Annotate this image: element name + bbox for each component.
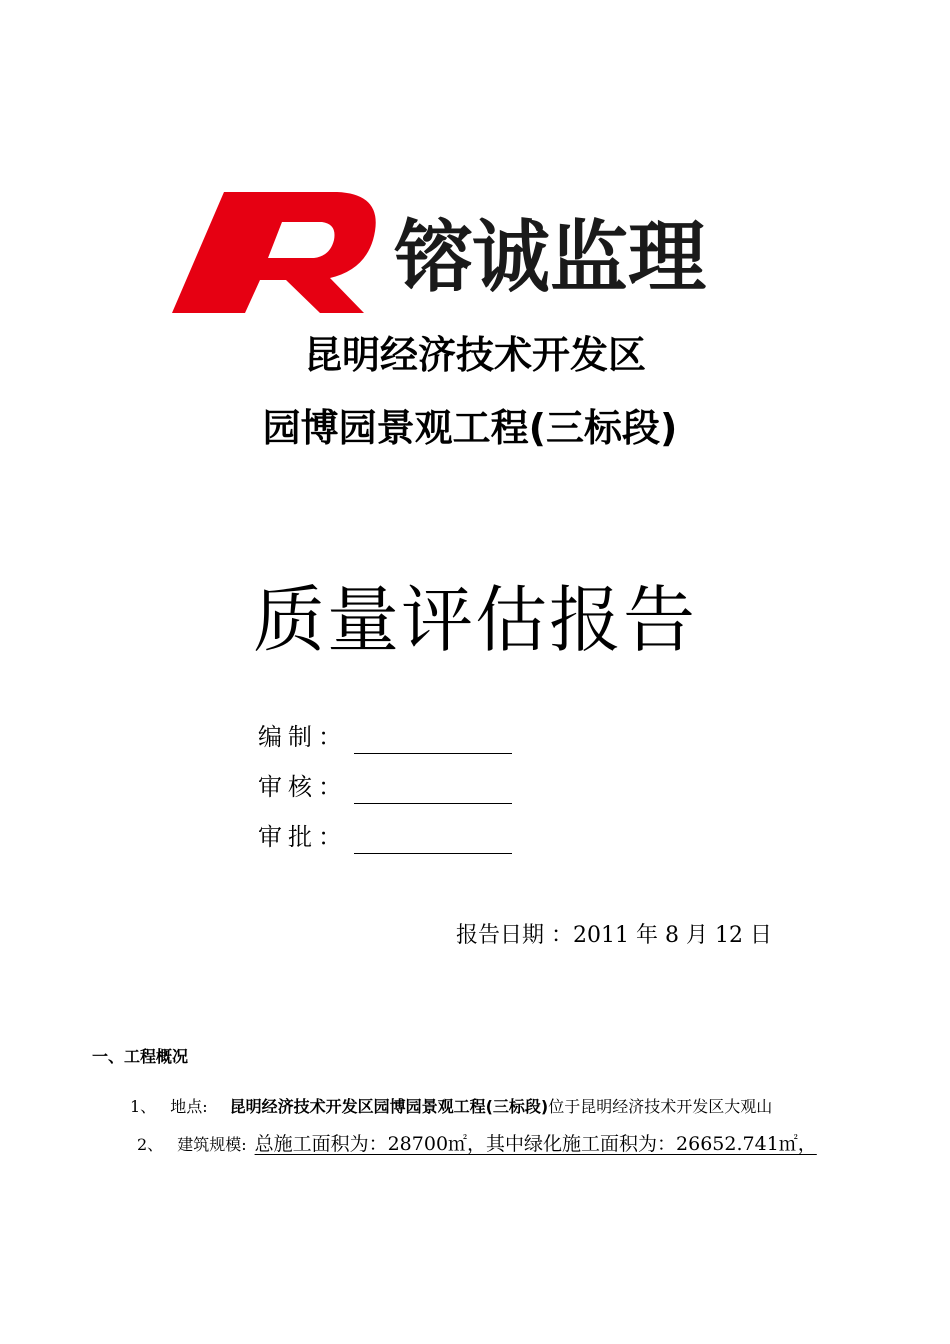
project-name-line-2: 园博园景观工程(三标段) [262,406,678,450]
logo-r-mark-icon [172,188,382,318]
item-number: 1、 [130,1097,157,1116]
approved-by-row [258,820,512,854]
logo-brand-name: 镕诚监理 [394,213,707,303]
approved-by-signature-line [354,827,512,854]
item-number: 2、 [137,1135,164,1154]
project-name-line-1: 昆明经济技术开发区 [303,333,646,377]
item-label: 地点: [170,1097,208,1116]
approved-by-label: 审批： [258,823,348,851]
report-date: 报告日期 ：2011 年 8 月 12 日 [456,923,772,948]
item-text: 总施工面积为：28700㎡，其中绿化施工面积为：26652.741㎡， [254,1133,817,1155]
item-project-name: 昆明经济技术开发区园博园景观工程(三标段) [229,1097,549,1116]
reviewed-by-signature-line [354,777,512,804]
reviewed-by-label: 审核： [258,773,348,801]
compiled-by-row [258,720,512,754]
overview-item-scale [137,1131,817,1158]
compiled-by-signature-line [354,727,512,754]
company-logo [172,188,772,318]
item-text: 位于昆明经济技术开发区大观山 [548,1097,773,1116]
overview-item-location [130,1094,772,1120]
section-heading-project-overview: 一、工程概况 [92,1047,189,1066]
compiled-by-label: 编制： [258,723,348,751]
report-title: 质量评估报告 [252,578,697,662]
item-label: 建筑规模: [177,1135,247,1154]
reviewed-by-row [258,770,512,804]
